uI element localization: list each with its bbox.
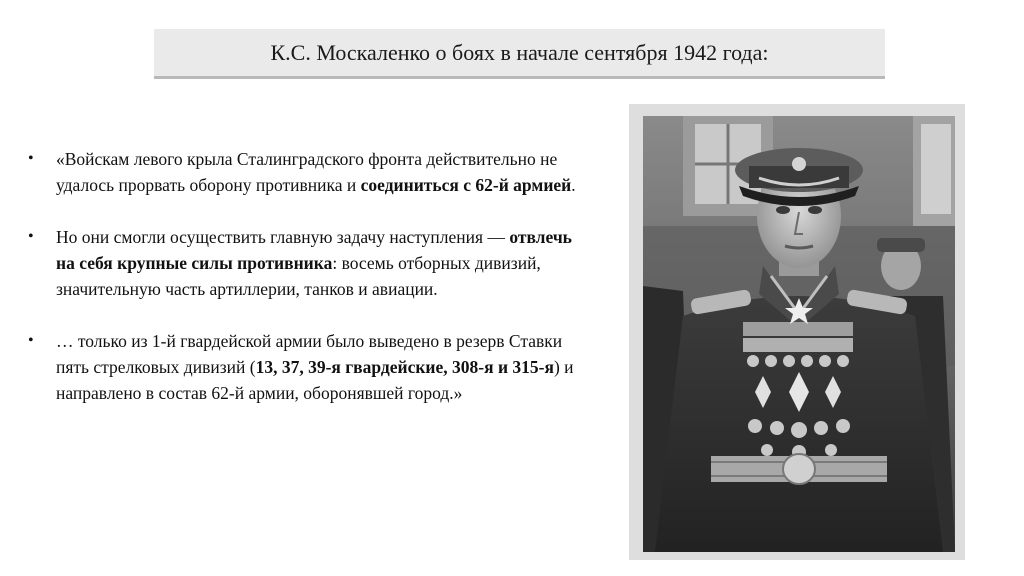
bullet-marker: • (28, 228, 34, 245)
text-run: ) и направлено в состав 62-й армии, оборонявшей город.» (56, 357, 574, 403)
text-run: . (571, 175, 576, 195)
slide-title: К.С. Москаленко о боях в начале сентября 1942 года: (270, 39, 769, 65)
text-run: «Войскам левого крыла Сталинградского фронта действительно не удалось прорвать оборону противника и (56, 149, 558, 195)
bullet-marker: • (28, 332, 34, 349)
text-run: : восемь отборных дивизий, значительную часть артиллерии, танков и авиации. (56, 253, 541, 299)
bullet-item (28, 328, 588, 406)
bullet-text (56, 227, 572, 299)
text-run: … только из 1-й гвардейской армии было выведено в резерв Ставки пять стрелковых дивизий ( (56, 331, 563, 377)
slide-title-bar (154, 29, 885, 79)
text-run-bold: 13, 37, 39-я гвардейские, 308-я и 315-я (255, 357, 554, 377)
bullet-text (56, 331, 574, 403)
portrait-photo (643, 116, 955, 552)
bullet-marker: • (28, 150, 34, 167)
text-run-bold: соединиться с 62-й армией (360, 175, 572, 195)
text-run-bold: отвлечь на себя крупные силы противника (56, 227, 572, 273)
portrait-illustration (643, 116, 955, 552)
bullet-list (28, 146, 588, 432)
bullet-item (28, 146, 588, 198)
bullet-text (56, 149, 576, 195)
bullet-item (28, 224, 588, 302)
text-run: Но они смогли осуществить главную задачу наступления — (56, 227, 510, 247)
